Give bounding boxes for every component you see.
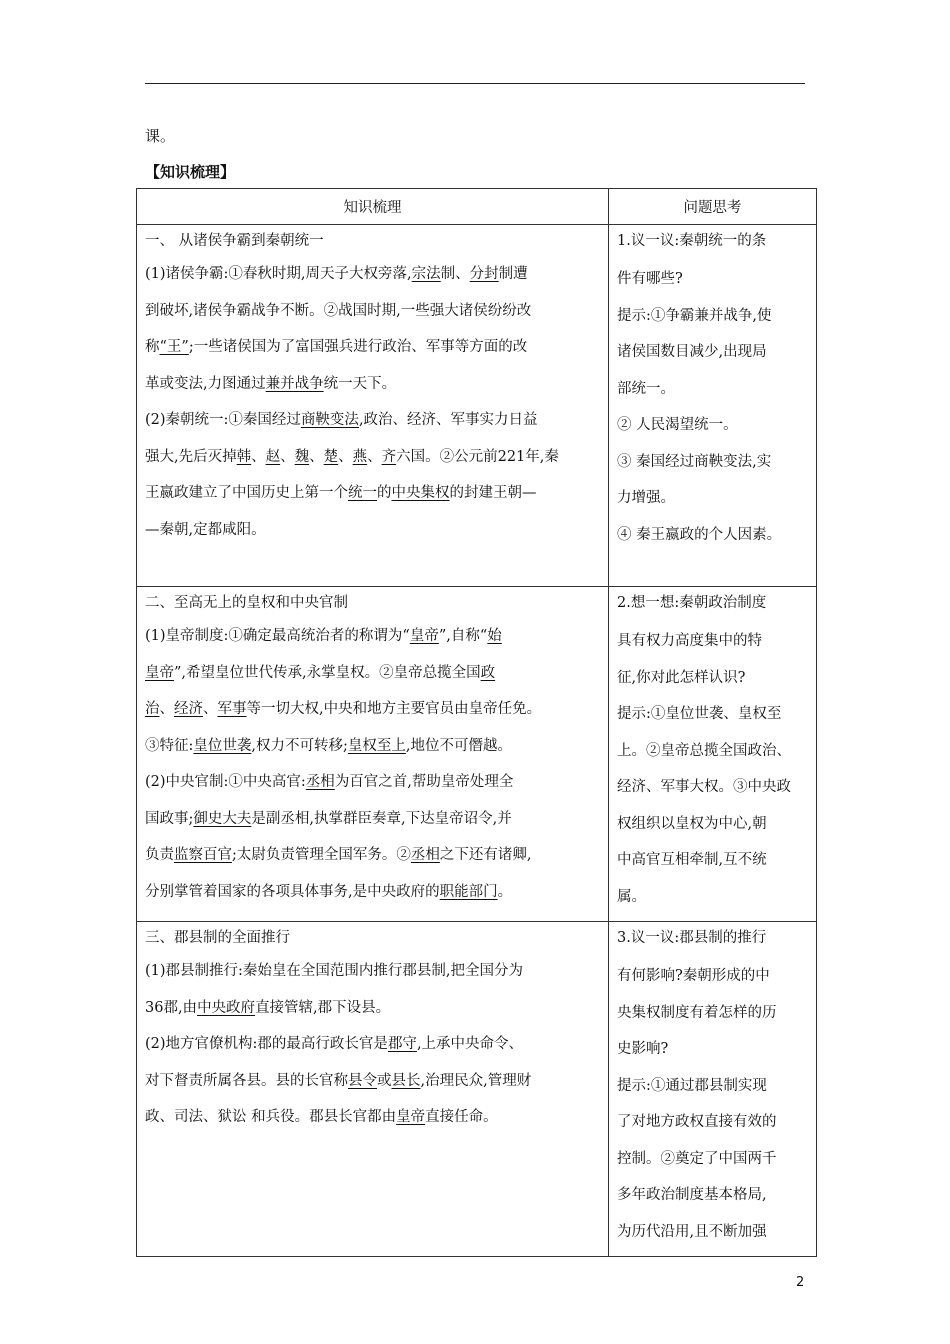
text-segment: 分别掌管着国家的各项具体事务,是中央政府的 [145,883,440,900]
text-segment: 六国。②公元前221年,秦 [396,448,559,465]
underlined-term: 皇帝 [396,1109,426,1125]
underlined-term: 分封 [469,266,499,282]
text-segment: 国政事; [145,810,194,827]
text-segment: 直接管辖,郡下设县。 [255,999,391,1016]
text-segment: 制遭 [498,266,528,282]
section-2-content [137,587,609,922]
text-segment: —秦朝,定都咸阳。 [145,521,266,538]
text-segment: 36郡,由 [145,999,198,1016]
underlined-term: 监察百官 [174,847,232,863]
lead-text: 课。 [145,127,176,145]
text-segment: 、 [159,701,174,717]
question-line: 部统一。 [617,380,675,397]
text-segment: ”,希望皇位世代传承,永掌皇权。②皇帝总揽全国 [174,664,481,681]
content-line [145,1099,600,1136]
question-line: 具有权力高度集中的特 [617,633,762,649]
section-3-question [609,922,817,1257]
question-line: 史影响? [617,1041,669,1057]
question-line: 2.想一想:秦朝政治制度 [617,595,767,611]
text-segment: 为百官之首,帮助皇帝处理全 [334,774,514,790]
header-knowledge: 知识梳理 [137,189,609,225]
text-segment: (2)中央官制:①中央高官: [145,774,306,790]
section-1-question [609,225,817,587]
question-line: ③ 秦国经过商鞅变法,实 [617,453,772,470]
text-segment: 称 [145,339,160,355]
text-segment: 等一切大权,中央和地方主要官员由皇帝任免。 [246,701,542,717]
page-number: 2 [796,1275,805,1290]
section-heading [145,591,600,616]
underlined-term: 县令 [348,1072,377,1089]
content-line [145,402,600,439]
text-segment: 是副丞相,执掌群臣奏章,下达皇帝诏令,并 [251,810,512,827]
question-line: 提示:①皇位世袭、皇权至 [617,706,782,722]
underlined-term: 中央集权 [391,485,450,501]
question-line: 上。②皇帝总揽全国政治、 [617,742,791,759]
content-line [145,366,600,403]
text-segment: 直接任命。 [425,1109,498,1125]
content-line [145,618,600,655]
text-segment: 之下还有诸卿, [439,847,532,863]
underlined-term: 韩 [236,448,252,465]
text-segment: 统一天下。 [323,375,397,392]
content-line [145,953,600,990]
underlined-term: 商鞅变法 [300,412,359,428]
section-1-content [137,225,609,587]
underlined-term: 赵 [265,448,281,465]
table-row [137,587,817,922]
content-line [145,728,600,765]
header-rule [145,83,805,84]
underlined-term: 燕 [352,448,368,465]
text-segment: ,权力不可转移; [251,737,348,754]
underlined-term: 皇帝 [409,628,439,644]
text-segment: 的 [377,485,392,501]
underlined-term: 皇权至上 [347,737,406,754]
text-segment: ,政治、经济、军事实力日益 [358,412,538,428]
text-segment: 或 [377,1072,392,1089]
question-line: 属。 [617,888,646,905]
question-line: 征,你对此怎样认识? [617,669,746,686]
content-line [145,1063,600,1100]
underlined-term: 兼并战争 [265,375,324,392]
text-segment: ③特征: [145,737,194,754]
underlined-term: 职能部门 [439,883,498,900]
question-line: 多年政治制度基本格局, [617,1187,767,1203]
content-line [145,329,600,366]
question-line: 1.议一议:秦朝统一的条 [617,233,767,249]
text-segment: 负责 [145,847,174,863]
text-segment: 政、司法、狱讼 和兵役。郡县长官都由 [145,1109,397,1125]
question-line: 经济、军事大权。③中央政 [617,779,791,795]
underlined-term: 皇帝 [145,664,174,681]
content-line [145,801,600,838]
question-line: 件有哪些? [617,271,683,287]
section-title: 【知识梳理】 [145,163,236,181]
table-row [137,225,817,587]
content-line [145,990,600,1027]
text-segment: 强大,先后灭掉 [145,448,237,465]
text-segment: 、 [280,448,295,465]
question-line: 诸侯国数目减少,出现局 [617,344,767,360]
text-segment: ;一些诸侯国为了富国强兵进行政治、军事等方面的改 [188,339,528,355]
table-header-row [137,189,817,225]
underlined-term: 始 [487,628,502,644]
text-segment: 三、郡县制的全面推行 [145,930,290,946]
text-segment: 、 [338,448,353,465]
question-line: 提示:①通过郡县制实现 [617,1077,767,1094]
underlined-term: “王” [159,339,189,355]
content-line [145,293,600,330]
underlined-term: 军事 [217,701,247,717]
underlined-term: 魏 [294,448,310,465]
text-segment: ,治理民众,管理财 [420,1072,532,1089]
question-line: 提示:①争霸兼并战争,使 [617,307,772,324]
content-line [145,874,600,911]
underlined-term: 宗法 [411,266,441,282]
table-row [137,922,817,1257]
text-segment: 制、 [440,266,470,282]
underlined-term: 齐 [381,448,397,465]
text-segment: 的封建王朝— [449,485,537,501]
text-segment: 、 [203,701,218,717]
text-segment: 到破坏,诸侯争霸战争不断。②战国时期,一些强大诸侯纷纷改 [145,302,532,319]
underlined-term: 丞相 [305,774,335,790]
text-segment: 革或变法,力图通过 [145,375,266,392]
text-segment: 、 [367,448,382,465]
content-line [145,512,600,549]
text-segment: (2)秦朝统一:①秦国经过 [145,412,301,428]
text-segment: ;太尉负责管理全国军务。② [232,847,411,863]
content-line [145,691,600,728]
underlined-term: 统一 [348,485,377,501]
question-line: 3.议一议:郡县制的推行 [617,930,767,946]
text-segment: 。 [497,883,513,900]
text-segment: (1)皇帝制度:①确定最高统治者的称谓为“ [145,628,410,644]
question-line: 央集权制度有着怎样的历 [617,1004,777,1021]
text-segment: 对下督责所属各县。县的长官称 [145,1072,348,1089]
content-line [145,837,600,874]
question-line: 了对地方政权直接有效的 [617,1114,777,1130]
underlined-term: 中央政府 [197,999,256,1016]
text-segment: 、 [251,448,266,465]
section-heading [145,926,600,951]
underlined-term: 政 [480,664,496,681]
knowledge-table [136,188,817,1257]
text-segment: (2)地方官僚机构:郡的最高行政长官是 [145,1036,388,1052]
section-2-question [609,587,817,922]
text-segment: 王嬴政建立了中国历史上第一个 [145,485,348,501]
content-line [145,256,600,293]
underlined-term: 郡守 [387,1036,417,1052]
section-heading [145,229,600,254]
content-line [145,475,600,512]
underlined-term: 经济 [174,701,203,717]
text-segment: (1)郡县制推行:秦始皇在全国范围内推行郡县制,把全国分为 [145,963,524,979]
question-line: ② 人民渴望统一。 [617,417,738,433]
question-line: 中高官互相牵制,互不统 [617,852,767,868]
underlined-term: 皇位世袭 [193,737,252,754]
underlined-term: 丞相 [410,847,440,863]
text-segment: ”,自称“ [438,628,488,644]
text-segment: ,地位不可僭越。 [405,737,512,754]
question-line: 为历代沿用,且不断加强 [617,1223,767,1240]
text-segment: (1)诸侯争霸:①春秋时期,周天子大权旁落, [145,266,412,282]
content-line [145,1026,600,1063]
content-line [145,439,600,476]
underlined-term: 御史大夫 [193,810,252,827]
text-segment: 一、 从诸侯争霸到秦朝统一 [145,233,324,249]
text-segment: 、 [309,448,324,465]
text-segment: ,上承中央命令、 [416,1036,524,1052]
header-questions: 问题思考 [609,189,817,225]
question-line: 有何影响?秦朝形成的中 [617,968,770,984]
question-line: 权组织以皇权为中心,朝 [617,815,767,832]
section-3-content [137,922,609,1257]
underlined-term: 楚 [323,448,339,465]
question-line: 控制。②奠定了中国两千 [617,1150,777,1167]
content-line [145,764,600,801]
underlined-term: 县长 [391,1072,421,1089]
text-segment: 二、至高无上的皇权和中央官制 [145,595,348,611]
content-line [145,655,600,692]
question-line: 力增强。 [617,490,675,506]
underlined-term: 治 [145,701,160,717]
question-line: ④ 秦王嬴政的个人因素。 [617,526,782,543]
